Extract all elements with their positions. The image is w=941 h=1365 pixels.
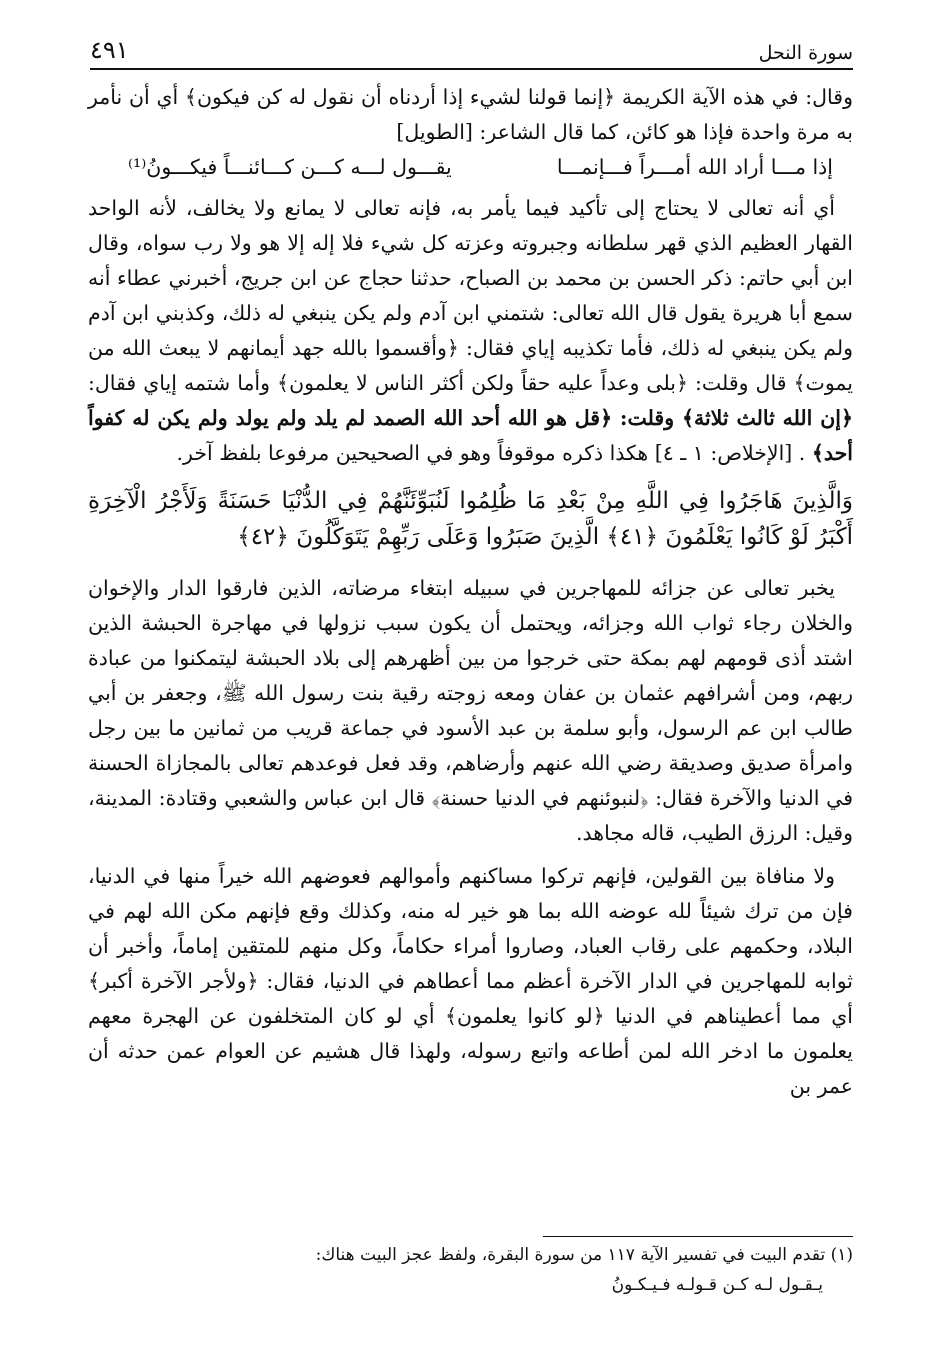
page-number: ٤٩١	[90, 36, 129, 64]
footnote-1: (١) تقدم البيت في تفسير الآية ١١٧ من سورة البقرة، ولفظ عجز البيت هناك:	[315, 1245, 853, 1265]
surah-name: سورة النحل	[758, 42, 853, 64]
paragraph-3: يخبر تعالى عن جزائه للمهاجرين في سبيله ابتغاء مرضاته، الذين فارقوا الدار والإخوان والخلان رجاء ثواب الله وجزائه، ويحتمل أن يكون سبب نزولها في مهاجرة الحبشة الذين اشتد أذى قومهم لهم بمكة حتى خرجوا من بين أظهرهم إلى بلاد الحبشة ليتمكنوا من عبادة ربهم، ومن أشرافهم عثمان بن عفان ومعه زوجته رقية بنت رسول الله ﷺ، وجعفر بن أبي طالب ابن عم الرسول، وأبو سلمة بن عبد الأسود في جماعة قريب من ثمانين ما بين رجل وامرأة صديق وصديقة رضي الله عنهم وأرضاهم، وقد فعل فوعدهم تعالى بالمجازاة الحسنة في الدنيا والآخرة فقال: ﴿لنبوئنهم في الدنيا حسنة﴾ قال ابن عباس والشعبي وقتادة: المدينة، وقيل: الرزق الطيب، قاله مجاهد.	[88, 576, 853, 845]
paragraph-2-text: أي أنه تعالى لا يحتاج إلى تأكيد فيما يأمر به، فإنه تعالى لا يمانع ولا يخالف، لأنه الواحد القهار العظيم الذي قهر سلطانه وجبروته وعزته كل شيء فلا إله إلا هو ولا رب سواه، وقال ابن أبي حاتم: ذكر الحسن بن محمد بن الصباح، حدثنا حجاج عن ابن جريج، أخبرني عطاء أنه سمع أبا هريرة يقول قال الله تعالى: شتمني ابن آدم ولم يكن ينبغي له ذلك، وكذبني ابن آدم ولم يكن ينبغي له ذلك، فأما تكذيبه إياي فقال: ﴿وأقسموا بالله جهد أيمانهم لا يبعث الله من يموت﴾ قال وقلت: ﴿بلى وعداً عليه حقاً ولكن أكثر الناس لا يعلمون﴾ وأما شتمه إياي فقال:	[88, 196, 853, 395]
footnotes	[88, 1240, 853, 1300]
poem-hemistich-second: يقـــول لـــه كـــن كـــائنـــاً فيكـــونُ⁽¹⁾	[128, 155, 452, 179]
poetry-verse	[88, 150, 853, 185]
paragraph-2-end: . [الإخلاص: ١ ـ ٤] هكذا ذكره موقوفاً وهو في الصحيحين مرفوعا بلفظ آخر.	[176, 441, 806, 465]
poem-hemistich-first: إذا مـــا أراد الله أمـــراً فـــإنمـــا	[556, 155, 833, 179]
paragraph-2	[88, 191, 853, 471]
paragraph-4: ولا منافاة بين القولين، فإنهم تركوا مساكنهم وأموالهم فعوضهم الله خيراً منها في الدنيا، فإن من ترك شيئاً لله عوضه الله بما هو خير له منه، وكذلك وقع فإنهم مكن الله لهم في البلاد، وحكمهم على رقاب العباد، وصاروا أمراء حكاماً، وكل منهم للمتقين إماماً، وأخبر أن ثوابه للمهاجرين في الدار الآخرة أعظم مما أعطاهم في الدنيا، فقال: ﴿ولأجر الآخرة أكبر﴾ أي مما أعطيناهم في الدنيا ﴿لو كانوا يعلمون﴾ أي لو كان المتخلفون عن الهجرة معهم يعلمون ما ادخر الله لمن أطاعه واتبع رسوله، ولهذا قال هشيم عن العوام عمن حدثه أن عمر بن	[88, 864, 853, 1098]
footnote-divider	[543, 1236, 853, 1237]
footnote-1-verse: يـقـول لـه كـن قـولـه فـيـكـونُ	[611, 1275, 823, 1295]
paragraph-1: وقال: في هذه الآية الكريمة ﴿إنما قولنا لشيء إذا أردناه أن نقول له كن فيكون﴾ أي أن نأمر به مرة واحدة فإذا هو كائن، كما قال الشاعر: [الطويل]	[88, 85, 853, 144]
main-text	[88, 80, 853, 1104]
quran-verse: وَالَّذِينَ هَاجَرُوا فِي اللَّهِ مِنْ بَعْدِ مَا ظُلِمُوا لَنُبَوِّئَنَّهُمْ فِي الدُّنْيَا حَسَنَةً وَلَأَجْرُ الْآخِرَةِ أَكْبَرُ لَوْ كَانُوا يَعْلَمُونَ ﴿٤١﴾ الَّذِينَ صَبَرُوا وَعَلَى رَبِّهِمْ يَتَوَكَّلُونَ ﴿٤٢﴾	[88, 488, 853, 550]
page-header	[90, 28, 853, 70]
paragraph-2-bold: ﴿إن الله ثالث ثلاثة﴾ وقلت: ﴿قل هو الله أحد الله الصمد لم يلد ولم يولد ولم يكن له كفواً أحد﴾	[88, 406, 853, 465]
